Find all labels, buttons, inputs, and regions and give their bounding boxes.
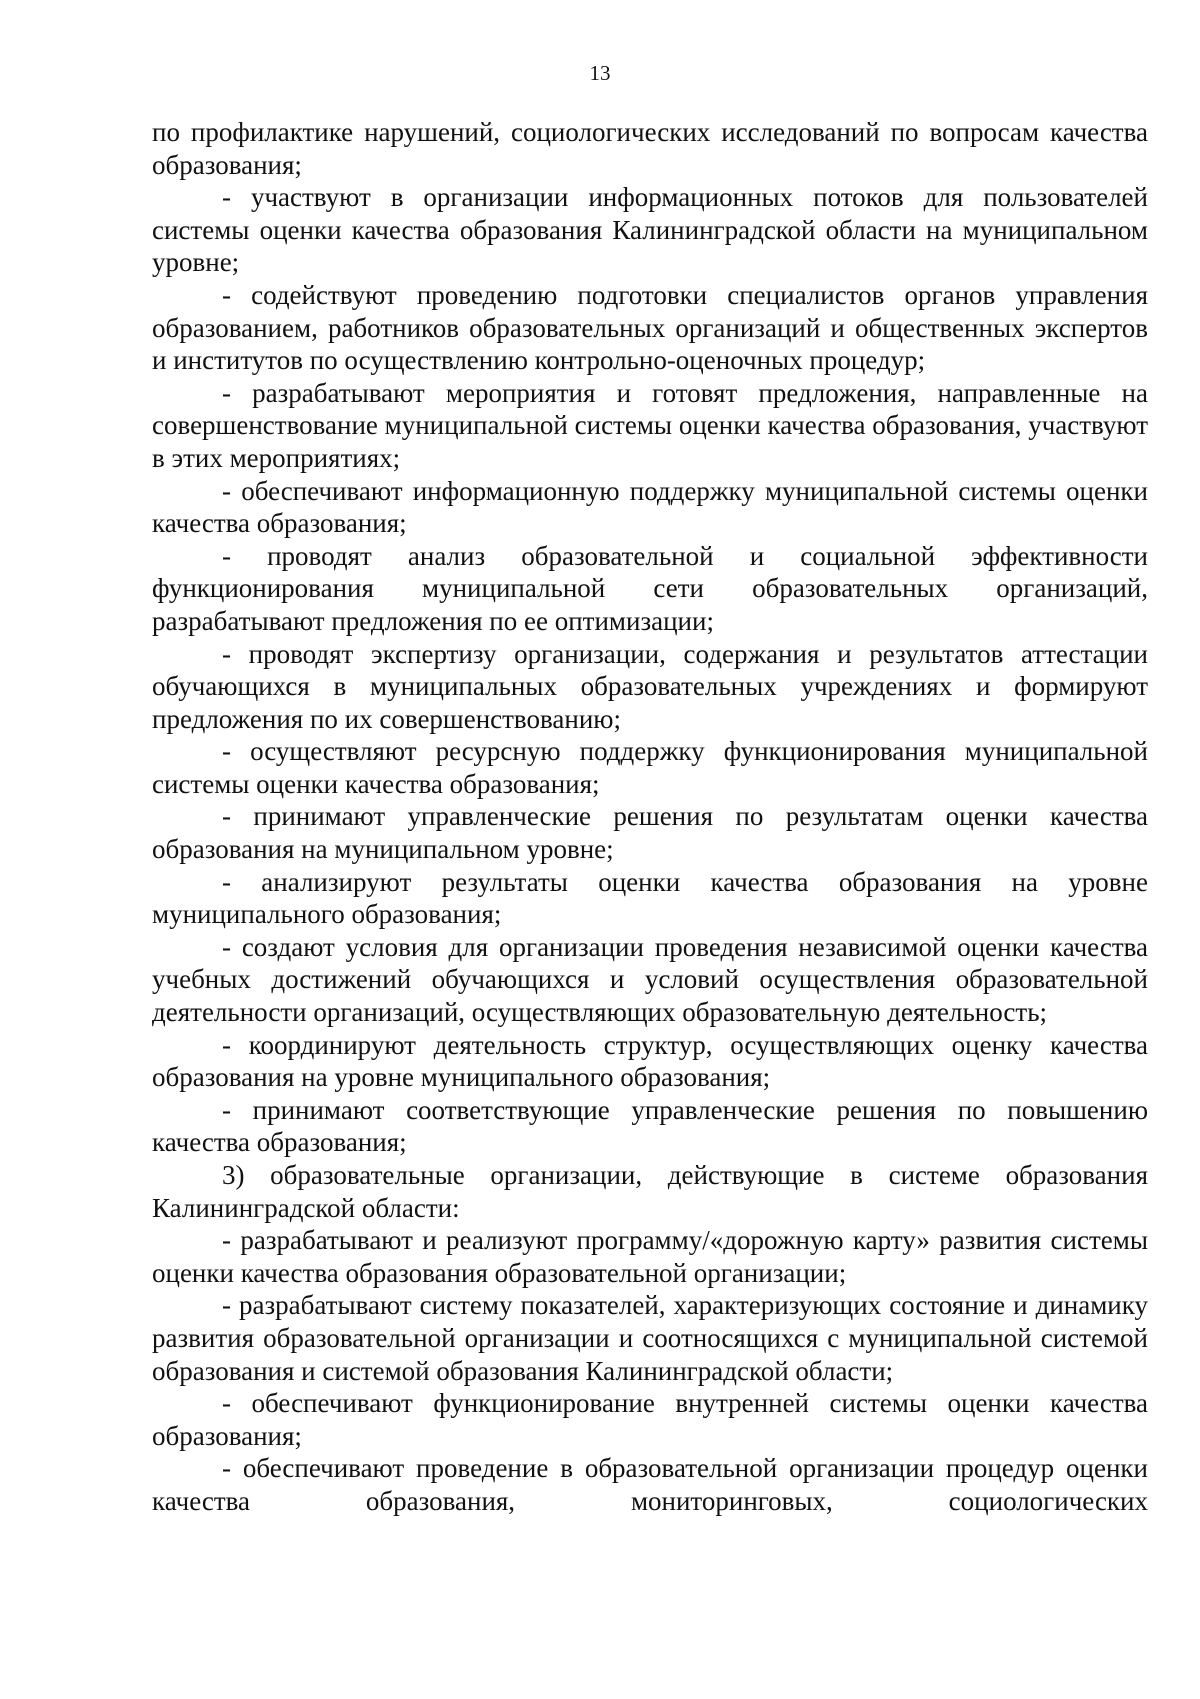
paragraph: - разрабатывают мероприятия и готовят предложения, направленные на совершенствование муниципальной системы оценки качества образования, участвуют в этих мероприятиях; xyxy=(152,377,1148,473)
paragraph: - принимают управленческие решения по результатам оценки качества образования на муниципальном уровне; xyxy=(152,801,1148,865)
paragraph: - разрабатывают систему показателей, характеризующих состояние и динамику развития образовательной организации и соотносящихся с муниципальной системой образования и системой образования Калининградской области; xyxy=(152,1290,1148,1386)
paragraph: - осуществляют ресурсную поддержку функционирования муниципальной системы оценки качества образования; xyxy=(152,736,1148,799)
page-number: 13 xyxy=(589,61,611,85)
paragraph: - обеспечивают проведение в образовательной организации процедур оценки качества образования, мониторинговых, социологических xyxy=(152,1453,1148,1516)
paragraph: - разрабатывают и реализуют программу/«дорожную карту» развития системы оценки качества образования образовательной организации; xyxy=(152,1225,1148,1288)
paragraph: 3) образовательные организации, действующие в системе образования Калининградской области: xyxy=(152,1160,1148,1223)
paragraph: - участвуют в организации информационных потоков для пользователей системы оценки качества образования Калининградской области на муниципальном уровне; xyxy=(152,182,1148,278)
paragraph: - координируют деятельность структур, осуществляющих оценку качества образования на уровне муниципального образования; xyxy=(152,1029,1148,1093)
document-body xyxy=(152,116,1148,1518)
paragraph: - обеспечивают информационную поддержку муниципальной системы оценки качества образования; xyxy=(152,475,1148,539)
paragraph: по профилактике нарушений, социологических исследований по вопросам качества образования; xyxy=(152,117,1148,180)
paragraph: - принимают соответствующие управленческие решения по повышению качества образования; xyxy=(152,1094,1148,1158)
paragraph: - создают условия для организации проведения независимой оценки качества учебных достижений обучающихся и условий осуществления образовательной деятельности организаций, осуществляющих образовательную деятельность; xyxy=(152,931,1148,1028)
paragraph: - проводят экспертизу организации, содержания и результатов аттестации обучающихся в муниципальных образовательных учреждениях и формируют предложения по их совершенствованию; xyxy=(152,638,1148,734)
paragraph: - проводят анализ образовательной и социальной эффективности функционирования муниципальной сети образовательных организаций, разрабатывают предложения по ее оптимизации; xyxy=(152,540,1148,636)
paragraph: - анализируют результаты оценки качества образования на уровне муниципального образования; xyxy=(152,866,1148,930)
paragraph: - обеспечивают функционирование внутренней системы оценки качества образования; xyxy=(152,1388,1148,1451)
paragraph: - содействуют проведению подготовки специалистов органов управления образованием, работников образовательных организаций и общественных экспертов и институтов по осуществлению контрольно-оценочных процедур; xyxy=(152,279,1148,376)
